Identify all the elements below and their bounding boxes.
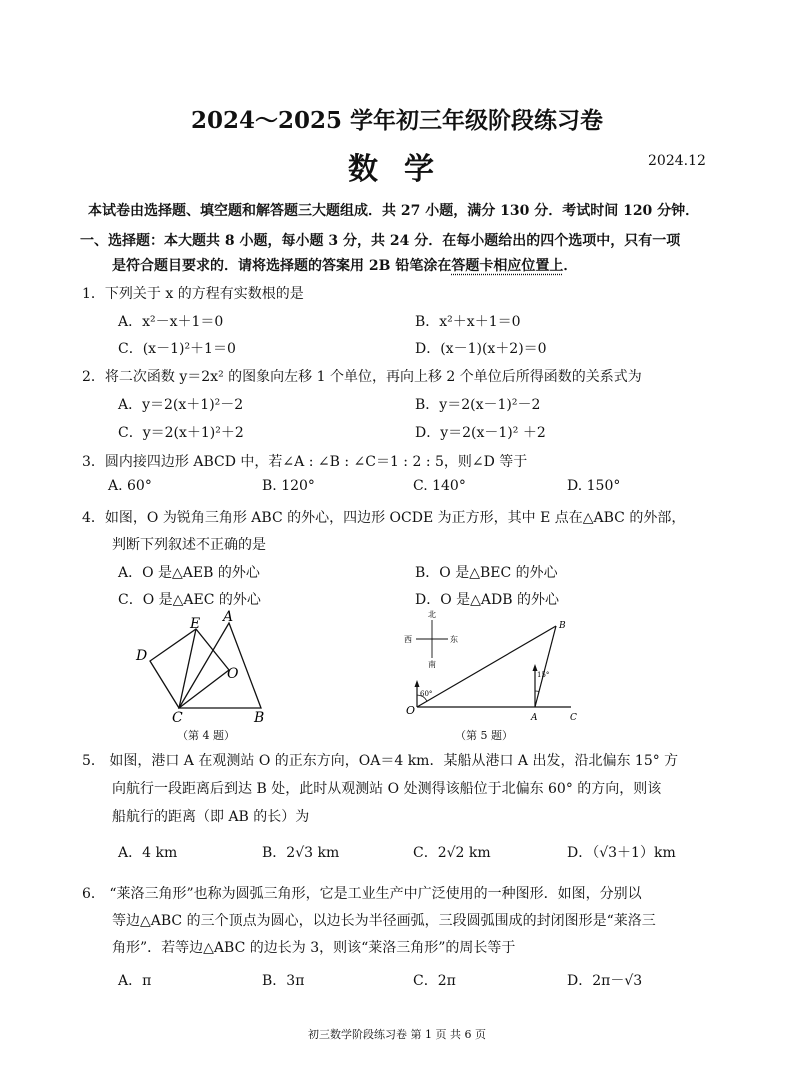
question-4-stem-line2: 判断下列叙述不正确的是 bbox=[112, 537, 266, 553]
question-4-option-c: C．O 是△AEC 的外心 bbox=[118, 592, 261, 608]
figure-5-label-o: O bbox=[406, 704, 416, 717]
figure-4-label-o: O bbox=[227, 666, 239, 682]
question-1-option-d: D．(x－1)(x＋2)＝0 bbox=[415, 341, 547, 357]
figure-5-label-b: B bbox=[559, 621, 566, 631]
north-arrowhead-a bbox=[533, 664, 538, 671]
question-5-stem-line3: 船航行的距离（即 AB 的长）为 bbox=[112, 809, 310, 825]
question-2-option-b: B．y＝2(x－1)²－2 bbox=[415, 397, 541, 413]
exam-title: 2024～2025 学年初三年级阶段练习卷 bbox=[190, 107, 604, 134]
figure-4-square-ocde bbox=[150, 629, 229, 708]
figure-5-label-a: A bbox=[531, 713, 538, 723]
question-5-stem-line2: 向航行一段距离后到达 B 处，此时从观测站 O 处测得该船位于北偏东 60° 的方向，则该 bbox=[112, 781, 662, 797]
question-3-option-c: C. 140° bbox=[413, 478, 466, 494]
question-5-option-a: A．4 km bbox=[118, 845, 178, 861]
question-2-stem: 2．将二次函数 y＝2x² 的图象向左移 1 个单位，再向上移 2 个单位后所得函数的关系式为 bbox=[82, 369, 642, 385]
question-2-option-a: A．y＝2(x＋1)²－2 bbox=[118, 397, 244, 413]
page-footer: 初三数学阶段练习卷 第 1 页 共 6 页 bbox=[308, 1028, 486, 1041]
question-5-stem-line1: 5． 如图，港口 A 在观测站 O 的正东方向，OA＝4 km．某船从港口 A 出发，沿北偏东 15° 方 bbox=[82, 753, 679, 769]
question-4-stem-line1: 4．如图，O 为锐角三角形 ABC 的外心，四边形 OCDE 为正方形，其中 E 点在△ABC 的外部， bbox=[82, 510, 686, 526]
question-2-option-c: C．y＝2(x＋1)²＋2 bbox=[118, 425, 244, 441]
question-4-option-a: A．O 是△AEB 的外心 bbox=[118, 565, 260, 581]
figure-4-label-e: E bbox=[190, 616, 201, 632]
figure-4-label-c: C bbox=[172, 710, 183, 724]
compass-west-label: 西 bbox=[404, 635, 412, 644]
figure-5-diagram bbox=[403, 606, 588, 724]
question-6-stem-line1: 6． “莱洛三角形”也称为圆弧三角形，它是工业生产中广泛使用的一种图形．如图，分别以 bbox=[82, 886, 642, 902]
north-arrowhead-o bbox=[415, 680, 420, 687]
question-6-option-c: C．2π bbox=[413, 973, 456, 989]
section-heading-line2 bbox=[112, 255, 577, 275]
section-heading-emphasis: 答题卡相应位置上 bbox=[451, 258, 564, 274]
figure-5-caption: （第 5 题） bbox=[455, 729, 513, 742]
compass-east-label: 东 bbox=[450, 635, 458, 644]
question-6-option-a: A．π bbox=[118, 973, 152, 989]
compass-north-label: 北 bbox=[428, 610, 436, 619]
question-3-option-d: D. 150° bbox=[567, 478, 621, 494]
question-2-option-d: D．y＝2(x－1)² ＋2 bbox=[415, 425, 546, 441]
question-1-option-c: C．(x－1)²＋1＝0 bbox=[118, 341, 236, 357]
exam-instructions: 本试卷由选择题、填空题和解答题三大题组成．共 27 小题，满分 130 分．考试时间 120 分钟． bbox=[88, 203, 700, 219]
figure-4-triangle-abc bbox=[179, 623, 261, 708]
question-3-option-a: A. 60° bbox=[108, 478, 152, 494]
question-3-option-b: B. 120° bbox=[262, 478, 315, 494]
question-1-option-b: B．x²＋x＋1＝0 bbox=[415, 314, 521, 330]
section-heading-line1: 一、选择题：本大题共 8 小题，每小题 3 分，共 24 分．在每小题给出的四个选项中，只有一项 bbox=[80, 233, 681, 249]
figure-4-diagram bbox=[130, 606, 280, 724]
subject-title: 数学 bbox=[348, 152, 460, 187]
compass-south-label: 南 bbox=[428, 660, 436, 669]
figure-4-caption: （第 4 题） bbox=[177, 729, 235, 742]
question-3-stem: 3．圆内接四边形 ABCD 中，若∠A : ∠B : ∠C＝1 : 2 : 5，则∠D 等于 bbox=[82, 454, 528, 470]
section-heading-text: 是符合题目要求的．请将选择题的答案用 2B 铅笔涂在 bbox=[112, 258, 452, 274]
figure-5-label-c: C bbox=[570, 713, 577, 723]
question-5-option-c: C．2√2 km bbox=[413, 845, 491, 861]
question-4-option-b: B．O 是△BEC 的外心 bbox=[415, 565, 558, 581]
question-1-option-a: A．x²－x＋1＝0 bbox=[118, 314, 224, 330]
question-5-option-d: D．（√3＋1）km bbox=[567, 845, 676, 861]
question-6-stem-line3: 角形”．若等边△ABC 的边长为 3，则该“莱洛三角形”的周长等于 bbox=[112, 940, 516, 956]
figure-4-label-d: D bbox=[136, 648, 148, 664]
question-1-stem: 1．下列关于 x 的方程有实数根的是 bbox=[82, 286, 304, 302]
question-5-option-b: B．2√3 km bbox=[262, 845, 340, 861]
angle-label-15: 15° bbox=[537, 671, 550, 679]
angle-label-60: 60° bbox=[420, 690, 433, 698]
question-6-option-b: B．3π bbox=[262, 973, 305, 989]
figure-4-segment-ce bbox=[179, 629, 196, 708]
question-4-option-d: D．O 是△ADB 的外心 bbox=[415, 592, 559, 608]
figure-4-label-a: A bbox=[223, 609, 234, 625]
figure-4-label-b: B bbox=[254, 710, 265, 724]
exam-date: 2024.12 bbox=[648, 153, 706, 169]
compass-rose bbox=[416, 620, 448, 658]
question-6-stem-line2: 等边△ABC 的三个顶点为圆心，以边长为半径画弧，三段圆弧围成的封闭图形是“莱洛三 bbox=[112, 913, 656, 929]
line-ab bbox=[535, 626, 556, 707]
question-6-option-d: D．2π－√3 bbox=[567, 973, 643, 989]
section-heading-end: ． bbox=[563, 258, 578, 274]
